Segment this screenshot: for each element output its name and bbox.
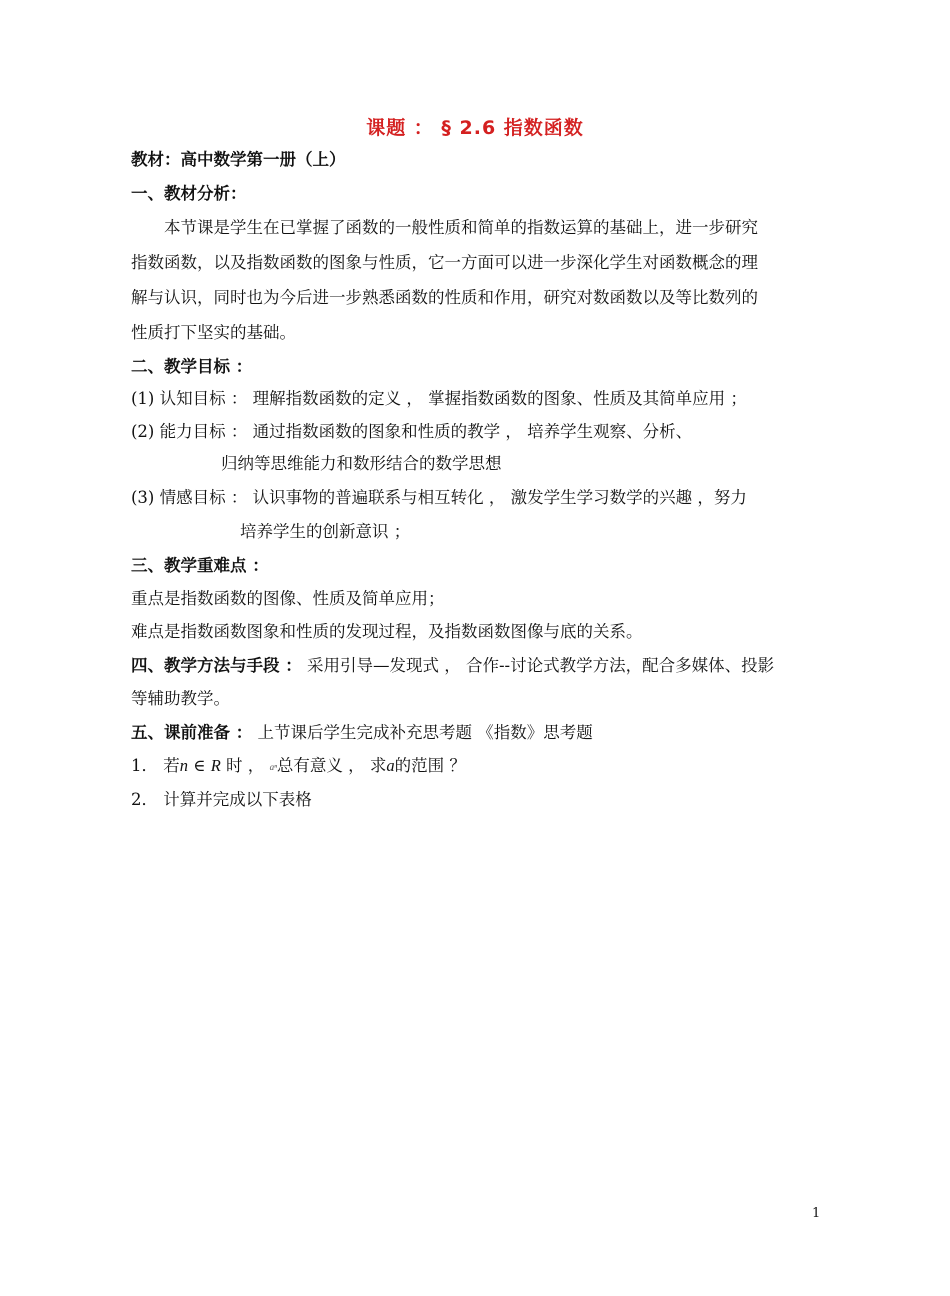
section-1-heading: 一、教材分析： bbox=[131, 184, 247, 203]
section-4-text: 采用引导—发现式 ， 合作--讨论式教学方法，配合多媒体、投影 bbox=[301, 656, 775, 675]
math-in: ∈ bbox=[188, 756, 211, 775]
goal-cognitive: (1) 认知目标 ： 理解指数函数的定义 ， 掌握指数函数的图象、性质及其简单应用 ； bbox=[131, 389, 747, 408]
math-R: R bbox=[210, 756, 221, 775]
section-2-heading: 二、教学目标 ： bbox=[131, 357, 253, 376]
question-2: 2． 计算并完成以下表格 bbox=[131, 790, 312, 809]
section-4-heading: 四、教学方法与手段 ： bbox=[131, 656, 302, 675]
paragraph-line: 指数函数，以及指数函数的图象与性质，它一方面可以进一步深化学生对函数概念的理 bbox=[131, 253, 758, 272]
q1-mid: 时 ， bbox=[220, 756, 270, 775]
math-a: a bbox=[386, 756, 395, 775]
page-number: 1 bbox=[812, 1206, 821, 1221]
textbook-line: 教材：高中数学第一册（上） bbox=[131, 150, 346, 169]
section-3-heading: 三、教学重难点 ： bbox=[131, 556, 269, 575]
key-point: 重点是指数函数的图像、性质及简单应用； bbox=[131, 589, 445, 608]
difficult-point: 难点是指数函数图象和性质的发现过程，及指数函数图像与底的关系。 bbox=[131, 622, 643, 641]
paragraph-line: 本节课是学生在已掌握了函数的一般性质和简单的指数运算的基础上，进一步研究 bbox=[164, 218, 758, 237]
paragraph-line: 解与认识，同时也为今后进一步熟悉函数的性质和作用，研究对数函数以及等比数列的 bbox=[131, 288, 758, 307]
section-4-cont: 等辅助教学。 bbox=[131, 689, 230, 708]
math-a-power-n: aⁿ bbox=[269, 762, 277, 772]
page-title: 课题 ： § 2.6 指数函数 bbox=[366, 117, 584, 139]
section-4-line bbox=[131, 654, 774, 678]
section-5-line bbox=[131, 721, 593, 745]
goal-ability-cont: 归纳等思维能力和数形结合的数学思想 bbox=[221, 454, 502, 473]
q1-suffix: 的范围 ？ bbox=[394, 756, 466, 775]
section-5-heading: 五、课前准备 ： bbox=[131, 723, 253, 742]
q1-prefix: 1． 若 bbox=[131, 756, 180, 775]
section-5-text: 上节课后学生完成补充思考题 《指数》思考题 bbox=[252, 723, 593, 742]
goal-emotional-cont: 培养学生的创新意识 ； bbox=[240, 522, 411, 541]
math-n: n bbox=[179, 756, 188, 775]
goal-ability: (2) 能力目标 ： 通过指数函数的图象和性质的教学 ， 培养学生观察、分析、 bbox=[131, 422, 693, 441]
goal-emotional: (3) 情感目标 ： 认识事物的普遍联系与相互转化 ， 激发学生学习数学的兴趣 ，努力 bbox=[131, 488, 747, 507]
paragraph-line: 性质打下坚实的基础。 bbox=[131, 323, 296, 342]
q1-mid2: 总有意义 ， 求 bbox=[276, 756, 387, 775]
question-1 bbox=[131, 754, 466, 779]
